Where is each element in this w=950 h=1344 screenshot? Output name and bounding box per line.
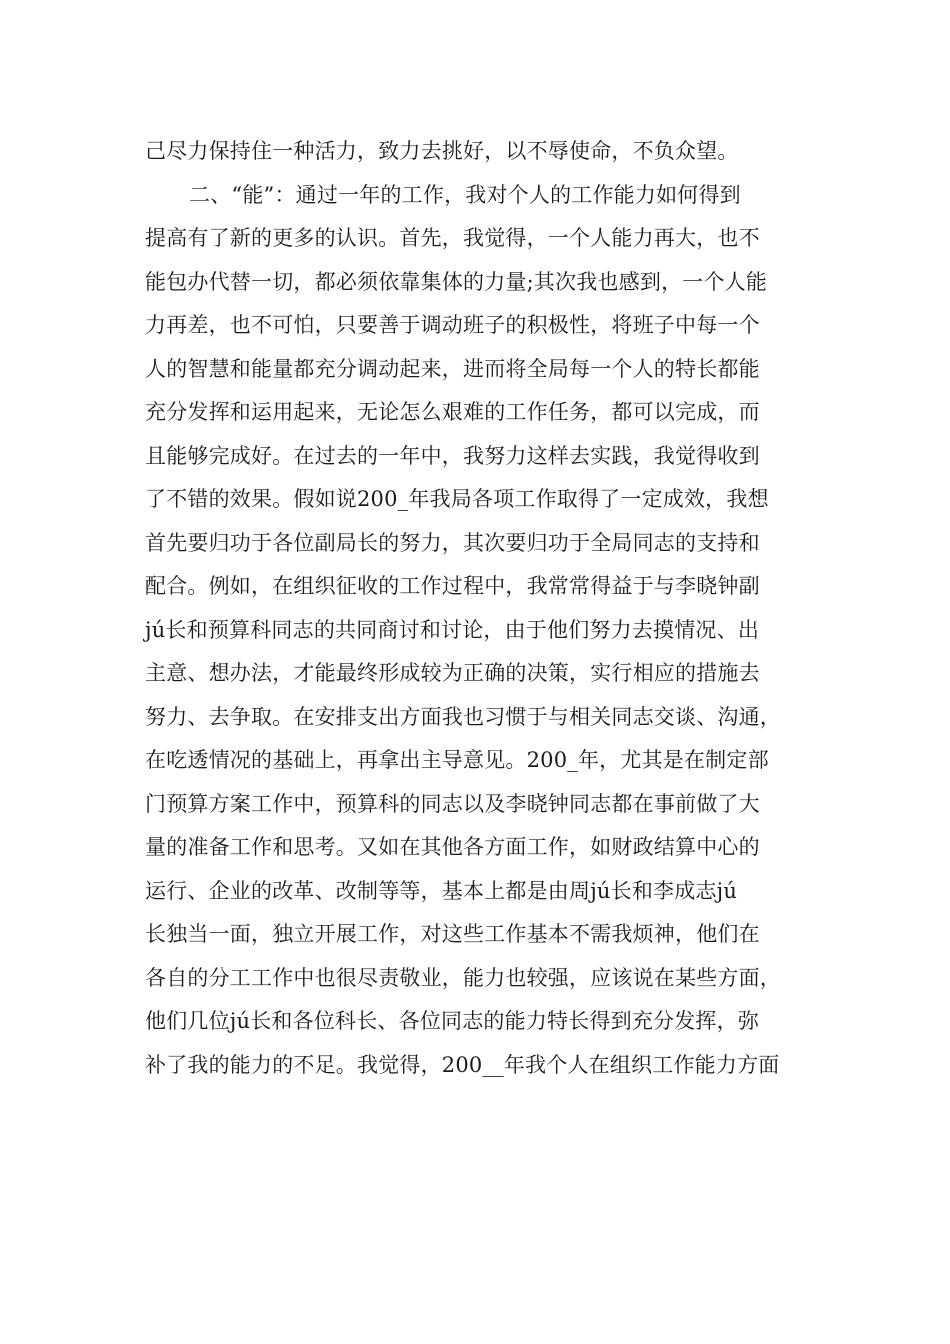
text-line: 了不错的效果。假如说200_年我局各项工作取得了一定成效，我想 — [145, 487, 769, 511]
text-line: 二、“能”：通过一年的工作，我对个人的工作能力如何得到 — [189, 182, 741, 207]
text-line: 各自的分工工作中也很尽责敬业，能力也较强，应该说在某些方面， — [145, 965, 781, 990]
text-line: 门预算方案工作中，预算科的同志以及李晓钟同志都在事前做了大 — [145, 791, 760, 816]
text-line: 首先要归功于各位副局长的努力，其次要归功于全局同志的支持和 — [145, 530, 760, 555]
text-line: 提高有了新的更多的认识。首先，我觉得，一个人能力再大，也不 — [145, 226, 760, 250]
text-line: 能包办代替一切，都必须依靠集体的力量;其次我也感到，一个人能 — [145, 269, 768, 294]
text-line: 补了我的能力的不足。我觉得，200__年我个人在组织工作能力方面 — [145, 1052, 780, 1077]
text-line: 他们几位jú长和各位科长、各位同志的能力特长得到充分发挥，弥 — [145, 1009, 760, 1033]
text-line: 主意、想办法，才能最终形成较为正确的决策，实行相应的措施去 — [145, 661, 760, 685]
text-line: 在吃透情况的基础上，再拿出主导意见。200_年，尤其是在制定部 — [145, 748, 769, 772]
text-line: 量的准备工作和思考。又如在其他各方面工作，如财政结算中心的 — [145, 835, 760, 859]
text-line: 努力、去争取。在安排支出方面我也习惯于与相关同志交谈、沟通， — [145, 704, 781, 729]
text-line: 且能够完成好。在过去的一年中，我努力这样去实践，我觉得收到 — [145, 443, 760, 468]
text-line: 充分发挥和运用起来，无论怎么艰难的工作任务，都可以完成，而 — [145, 400, 760, 424]
text-line: 人的智慧和能量都充分调动起来，进而将全局每一个人的特长都能 — [145, 356, 760, 381]
text-line: 己尽力保持住一种活力，致力去挑好，以不辱使命，不负众望。 — [145, 139, 739, 163]
body-text — [145, 130, 815, 1087]
text-line: 运行、企业的改革、改制等等，基本上都是由周jú长和李成志jú — [145, 878, 738, 903]
text-line: 力再差，也不可怕，只要善于调动班子的积极性，将班子中每一个 — [145, 313, 760, 337]
text-line: 长独当一面，独立开展工作，对这些工作基本不需我烦神，他们在 — [145, 922, 760, 946]
text-line: jú长和预算科同志的共同商讨和讨论，由于他们努力去摸情况、出 — [145, 617, 760, 642]
text-line: 配合。例如，在组织征收的工作过程中，我常常得益于与李晓钟副 — [145, 574, 760, 598]
